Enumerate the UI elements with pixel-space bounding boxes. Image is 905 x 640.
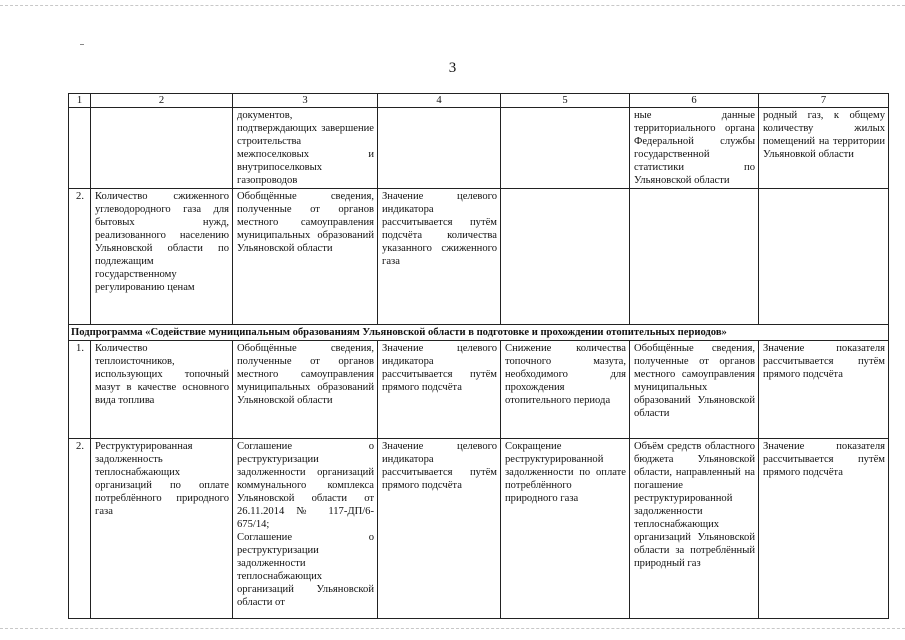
table-cell <box>630 189 759 325</box>
scan-speck <box>80 44 84 45</box>
table-cell: родный газ, к общему количеству жилых помещений на территории Ульяновкой области <box>759 108 889 189</box>
table-cell <box>759 189 889 325</box>
column-header: 2 <box>91 94 233 108</box>
column-header: 6 <box>630 94 759 108</box>
table-cell: Значение показателя рассчитывается путём прямого подсчёта <box>759 341 889 439</box>
table-cell: ные данные территориального органа Федеральной службы государственной статистики по Ульяновской области <box>630 108 759 189</box>
table-cell <box>91 108 233 189</box>
table-header-row <box>69 94 889 108</box>
column-header: 4 <box>378 94 501 108</box>
table-cell <box>233 439 378 619</box>
table-row <box>69 108 889 189</box>
table-cell: Реструктурированная задолженность теплоснабжающих организаций по оплате потреблённого природного газа <box>91 439 233 619</box>
table-row <box>69 341 889 439</box>
table-cell: Значение целевого индикатора рассчитывается путём прямого подсчёта <box>378 341 501 439</box>
table-cell: Снижение количества топочного мазута, необходимого для прохождения отопительного периода <box>501 341 630 439</box>
table-cell: Обобщённые сведения, полученные от органов местного самоуправления муниципальных образований Ульяновской области <box>233 341 378 439</box>
page-number: 3 <box>448 60 457 76</box>
scan-top-edge <box>0 5 905 6</box>
table-row <box>69 189 889 325</box>
table-cell: Обобщённые сведения, полученные от органов местного самоуправления муниципальных образований Ульяновской области <box>233 189 378 325</box>
table-cell <box>69 108 91 189</box>
table-cell: Значение целевого индикатора рассчитывается путём подсчёта количества указанного сжиженного газа <box>378 189 501 325</box>
table-cell: Сокращение реструктурированной задолженности по оплате потреблённого природного газа <box>501 439 630 619</box>
table-cell: Значение показателя рассчитывается путём прямого подсчёта <box>759 439 889 619</box>
subprogram-title: Подпрограмма «Содействие муниципальным образованиям Ульяновской области в подготовке и прохождении отопительных периодов» <box>69 325 889 341</box>
table-cell: 2. <box>69 189 91 325</box>
table-cell <box>501 108 630 189</box>
table-cell: Объём средств областного бюджета Ульяновской области, направленный на погашение реструктурированной задолженности теплоснабжающих организаций Ульяновской области за потреблённый природный газ <box>630 439 759 619</box>
table-cell: 1. <box>69 341 91 439</box>
column-header: 7 <box>759 94 889 108</box>
table-row <box>69 439 889 619</box>
table-cell <box>378 108 501 189</box>
scan-bottom-edge <box>0 628 905 629</box>
table-cell: документов, подтверждающих завершение строительства межпоселковых и внутрипоселковых газопроводов <box>233 108 378 189</box>
indicator-table <box>68 93 889 619</box>
table-cell <box>501 189 630 325</box>
column-header: 3 <box>233 94 378 108</box>
table-cell: Количество теплоисточников, использующих топочный мазут в качестве основного вида топлива <box>91 341 233 439</box>
table-cell: 2. <box>69 439 91 619</box>
agreement-text: Соглашение о реструктуризации задолженности организаций коммунального комплекса Ульяновской области от 26.11.2014 № 117-ДП/6-675/14; <box>237 441 374 530</box>
table-cell: Обобщённые сведения, полученные от органов местного самоуправления муниципальных образований Ульяновской области <box>630 341 759 439</box>
column-header: 1 <box>69 94 91 108</box>
subprogram-title-row <box>69 325 889 341</box>
table-cell: Количество сжиженного углеводородного газа для бытовых нужд, реализованного населению Ульяновской области по подлежащим государственному регулированию ценам <box>91 189 233 325</box>
table-cell: Значение целевого индикатора рассчитывается путём прямого подсчёта <box>378 439 501 619</box>
agreement-text: Соглашение о реструктуризации задолженности теплоснабжающих организаций Ульяновской области от <box>237 532 374 608</box>
column-header: 5 <box>501 94 630 108</box>
